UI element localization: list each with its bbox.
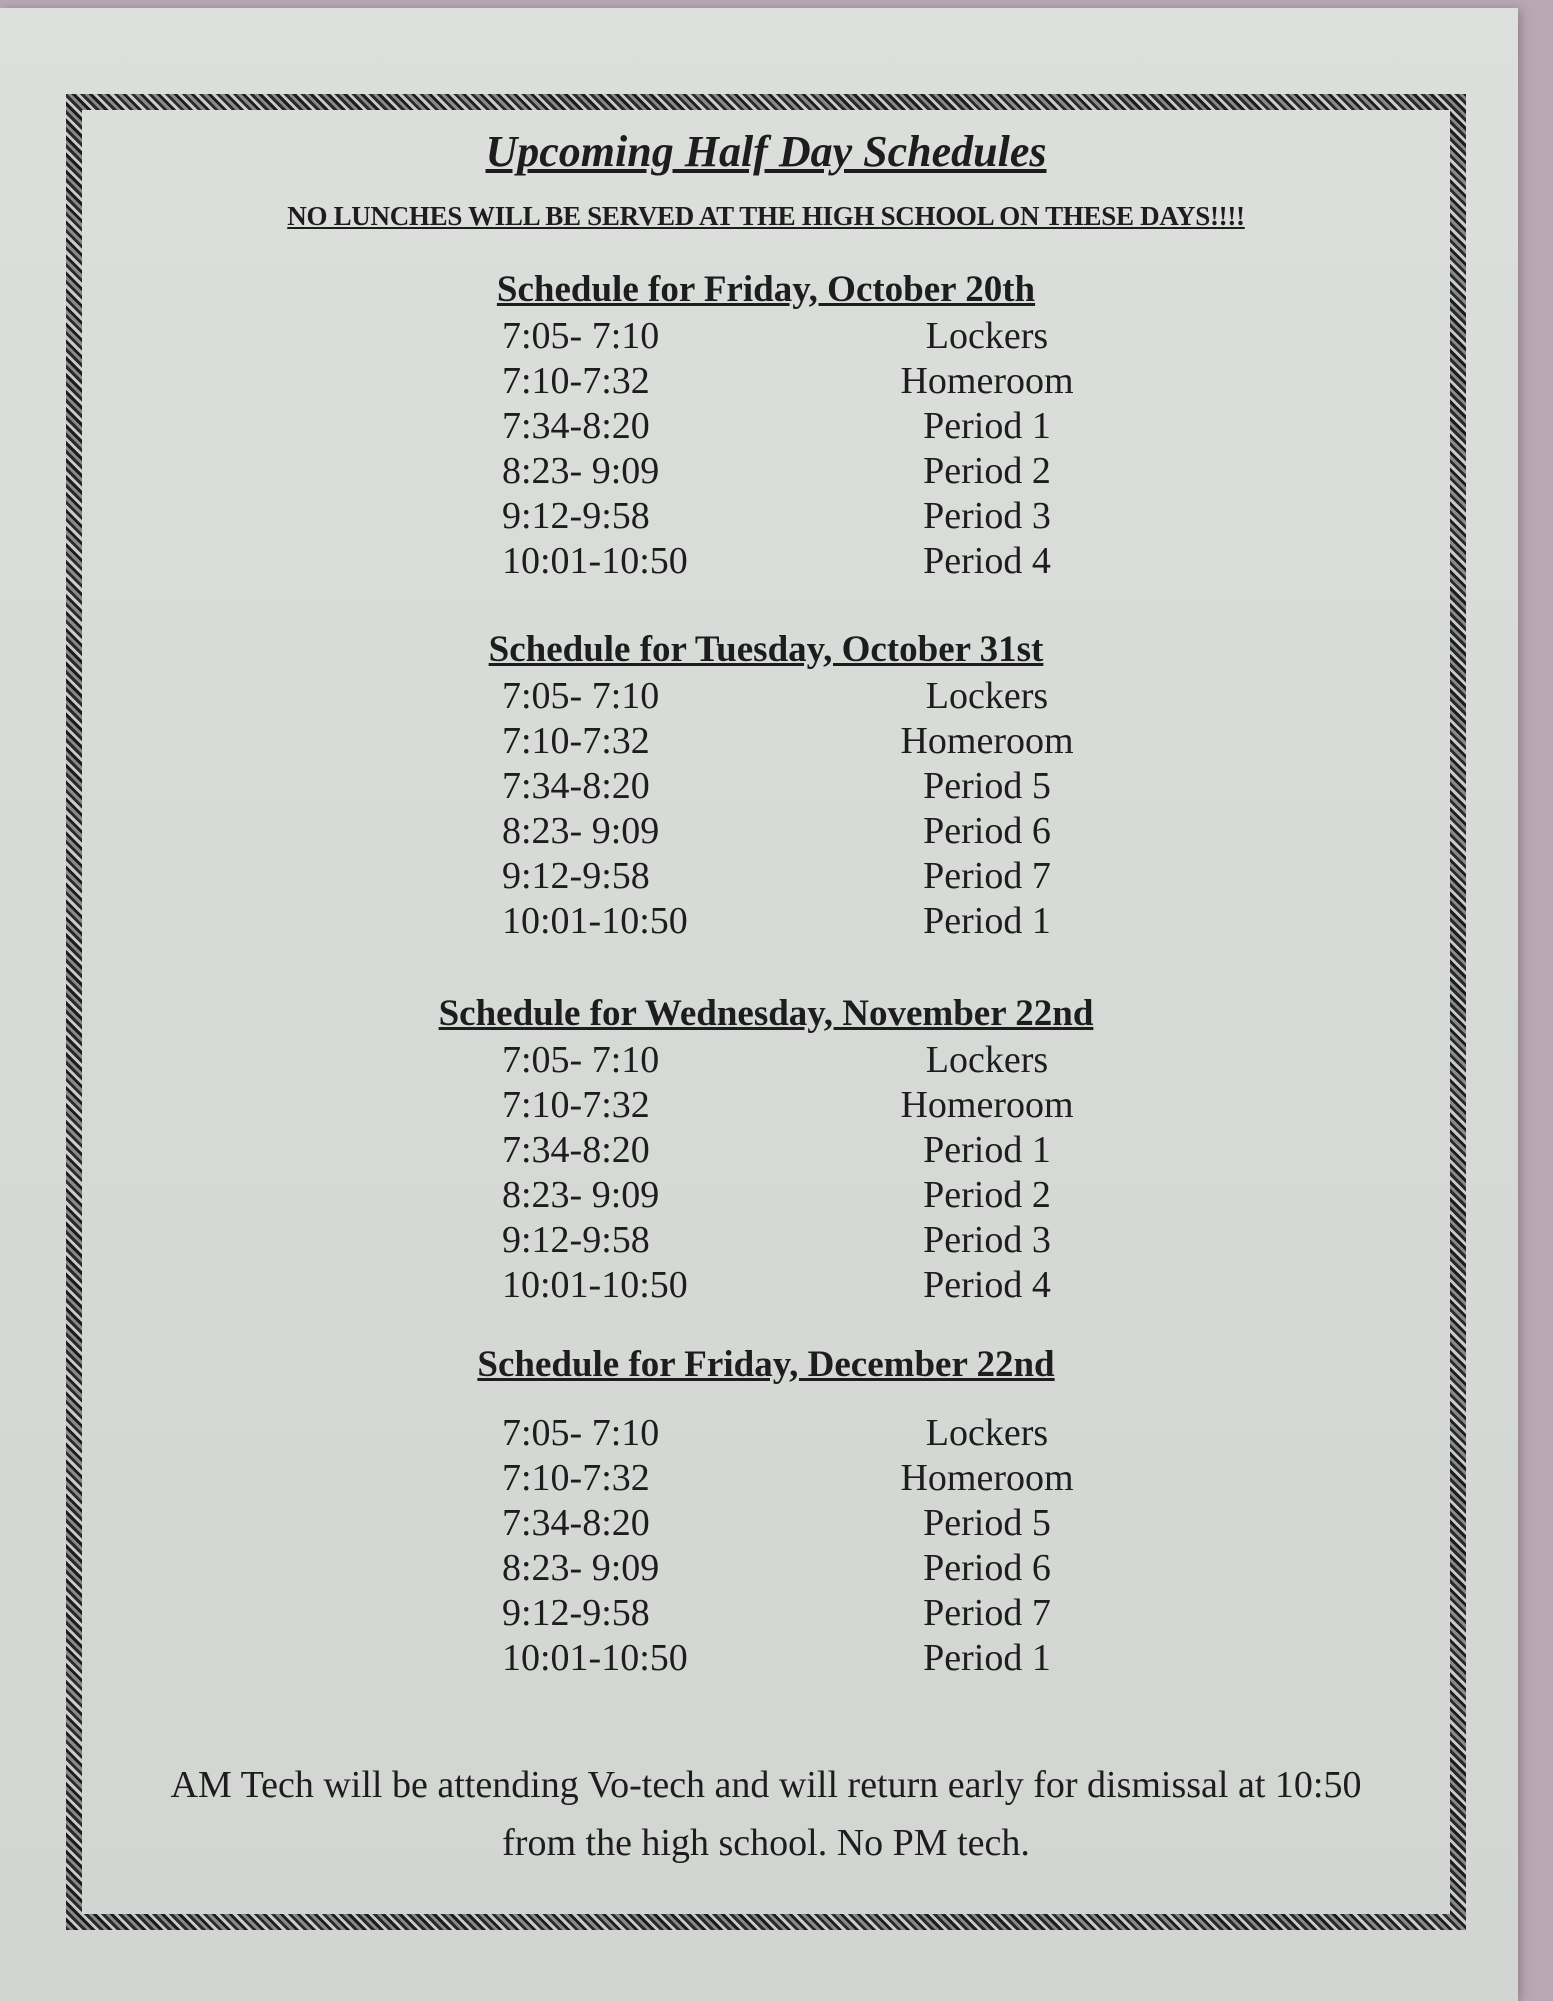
schedule-row <box>82 764 1450 809</box>
schedule-row <box>82 494 1450 539</box>
schedule-row <box>82 404 1450 449</box>
schedule-row <box>82 314 1450 359</box>
schedule-row <box>82 1263 1450 1308</box>
schedule-dec-22 <box>82 1341 1450 1681</box>
schedule-row <box>82 1546 1450 1591</box>
period-label: Lockers <box>925 1039 1049 1081</box>
schedule-row <box>82 854 1450 899</box>
period-label: Period 2 <box>923 1174 1051 1216</box>
schedule-heading: Schedule for Wednesday, November 22nd <box>438 993 1094 1034</box>
time-range: 10:01-10:50 <box>502 1637 688 1679</box>
period-label: Period 1 <box>923 405 1051 447</box>
time-range: 10:01-10:50 <box>502 900 688 942</box>
schedule-row <box>82 1501 1450 1546</box>
schedule-row <box>82 1218 1450 1263</box>
no-lunch-notice: NO LUNCHES WILL BE SERVED AT THE HIGH SCHOOL ON THESE DAYS!!!! <box>287 201 1245 231</box>
time-range: 8:23- 9:09 <box>502 1174 660 1216</box>
schedule-row <box>82 1411 1450 1456</box>
schedule-oct-31 <box>82 626 1450 944</box>
time-range: 7:10-7:32 <box>502 360 650 402</box>
period-label: Period 6 <box>923 1547 1051 1589</box>
time-range: 7:05- 7:10 <box>502 1039 660 1081</box>
period-label: Lockers <box>925 675 1049 717</box>
page-title: Upcoming Half Day Schedules <box>485 127 1047 176</box>
schedule-row <box>82 719 1450 764</box>
period-label: Lockers <box>925 1412 1049 1454</box>
schedule-row <box>82 539 1450 584</box>
time-range: 9:12-9:58 <box>502 495 650 537</box>
period-label: Homeroom <box>900 1084 1074 1126</box>
time-range: 7:10-7:32 <box>502 1084 650 1126</box>
time-range: 7:34-8:20 <box>502 1502 650 1544</box>
time-range: 7:10-7:32 <box>502 1457 650 1499</box>
period-label: Period 2 <box>923 450 1051 492</box>
schedule-heading: Schedule for Friday, October 20th <box>496 269 1036 310</box>
schedule-heading: Schedule for Tuesday, October 31st <box>488 629 1044 670</box>
schedule-row <box>82 449 1450 494</box>
time-range: 7:05- 7:10 <box>502 1412 660 1454</box>
time-range: 10:01-10:50 <box>502 540 688 582</box>
period-label: Homeroom <box>900 720 1074 762</box>
time-range: 9:12-9:58 <box>502 1592 650 1634</box>
vo-tech-note-line-1: AM Tech will be attending Vo-tech and will return early for dismissal at 10:50 <box>170 1764 1362 1806</box>
schedule-row <box>82 1173 1450 1218</box>
time-range: 8:23- 9:09 <box>502 810 660 852</box>
period-label: Period 7 <box>923 1592 1051 1634</box>
schedule-nov-22 <box>82 990 1450 1308</box>
period-label: Period 3 <box>923 1219 1051 1261</box>
schedule-row <box>82 674 1450 719</box>
time-range: 10:01-10:50 <box>502 1264 688 1306</box>
period-label: Period 1 <box>923 900 1051 942</box>
period-label: Period 7 <box>923 855 1051 897</box>
period-label: Period 6 <box>923 810 1051 852</box>
schedule-row <box>82 809 1450 854</box>
period-label: Period 5 <box>923 765 1051 807</box>
schedule-rows <box>82 674 1450 944</box>
schedule-heading: Schedule for Friday, December 22nd <box>477 1344 1055 1385</box>
time-range: 7:34-8:20 <box>502 765 650 807</box>
schedule-row <box>82 1591 1450 1636</box>
time-range: 8:23- 9:09 <box>502 1547 660 1589</box>
period-label: Period 1 <box>923 1637 1051 1679</box>
schedule-row <box>82 1083 1450 1128</box>
schedule-rows <box>82 1038 1450 1308</box>
time-range: 7:34-8:20 <box>502 405 650 447</box>
period-label: Period 3 <box>923 495 1051 537</box>
schedule-rows <box>82 314 1450 584</box>
period-label: Homeroom <box>900 360 1074 402</box>
time-range: 7:05- 7:10 <box>502 315 660 357</box>
time-range: 8:23- 9:09 <box>502 450 660 492</box>
schedule-row <box>82 899 1450 944</box>
schedule-row <box>82 1038 1450 1083</box>
schedule-row <box>82 1636 1450 1681</box>
period-label: Period 4 <box>923 540 1051 582</box>
period-label: Homeroom <box>900 1457 1074 1499</box>
time-range: 7:05- 7:10 <box>502 675 660 717</box>
period-label: Period 4 <box>923 1264 1051 1306</box>
schedule-row <box>82 1456 1450 1501</box>
schedule-row <box>82 1128 1450 1173</box>
period-label: Period 5 <box>923 1502 1051 1544</box>
schedule-rows <box>82 1411 1450 1681</box>
schedule-row <box>82 359 1450 404</box>
time-range: 9:12-9:58 <box>502 1219 650 1261</box>
vo-tech-note-line-2: from the high school. No PM tech. <box>502 1822 1030 1864</box>
period-label: Lockers <box>925 315 1049 357</box>
time-range: 7:10-7:32 <box>502 720 650 762</box>
time-range: 7:34-8:20 <box>502 1129 650 1171</box>
paper-sheet <box>0 8 1518 2001</box>
schedule-oct-20 <box>82 266 1450 584</box>
time-range: 9:12-9:58 <box>502 855 650 897</box>
period-label: Period 1 <box>923 1129 1051 1171</box>
vo-tech-note <box>82 1756 1450 1872</box>
